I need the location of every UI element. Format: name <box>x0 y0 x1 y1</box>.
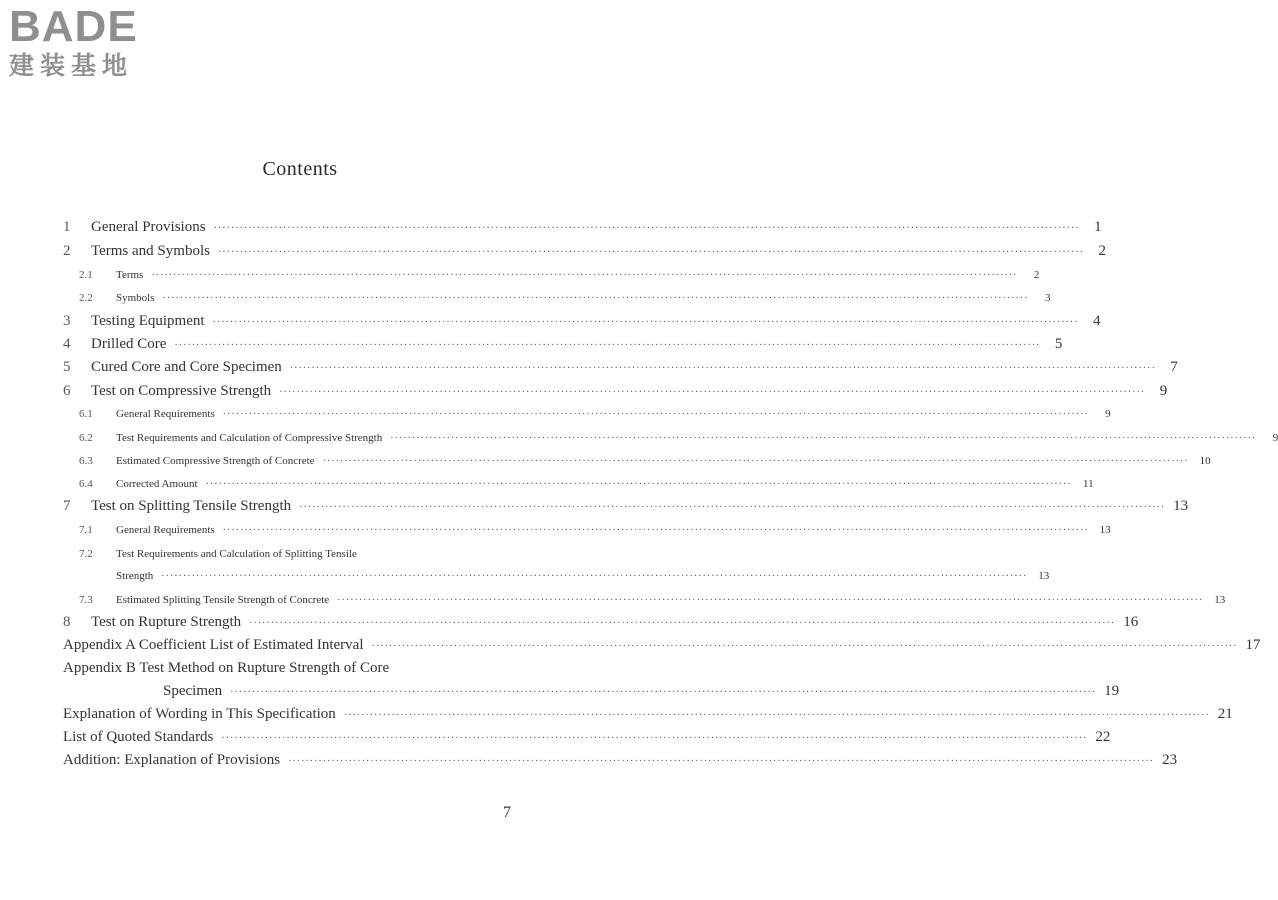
toc-leader-dots: ········································································································································································································ <box>221 733 1088 744</box>
toc-entry-number: 7.2 <box>79 548 93 560</box>
toc-entry[interactable] <box>63 382 1168 402</box>
page-number: 7 <box>503 804 511 821</box>
toc-entry[interactable] <box>63 312 1101 332</box>
toc-leader-dots: ········································································································································································································ <box>279 387 1146 398</box>
toc-leader-dots: ········································································································································································································ <box>205 479 1072 490</box>
toc-entry-page: 19 <box>1104 683 1120 699</box>
toc-leader-dots: ········································································································································································································ <box>217 247 1084 258</box>
toc-entry-page: 7 <box>1170 359 1178 375</box>
toc-entry[interactable] <box>63 335 1063 355</box>
toc-entry-title: Terms <box>116 269 144 281</box>
toc-entry-page: 17 <box>1245 637 1261 653</box>
toc-entry-page: 9 <box>1159 383 1168 399</box>
toc-leader-dots: ········································································································································································································ <box>390 433 1257 444</box>
toc-entry[interactable] <box>63 591 1226 610</box>
page-title: Contents <box>262 158 338 180</box>
toc-entry[interactable] <box>63 497 1189 517</box>
toc-entry[interactable] <box>63 728 1111 748</box>
toc-leader-dots: ········································································································································································································ <box>230 687 1097 698</box>
toc-entry[interactable] <box>63 405 1111 424</box>
toc-entry-title: Appendix B Test Method on Rupture Strength of Core <box>63 660 390 676</box>
toc-entry-title: Terms and Symbols <box>91 243 210 259</box>
toc-entry[interactable] <box>63 358 1178 378</box>
toc-entry-page: 13 <box>1214 594 1226 606</box>
toc-leader-dots: ········································································································································································································ <box>212 317 1079 328</box>
toc-entry-title: General Requirements <box>116 524 215 536</box>
toc-leader-dots: ········································································································································································································ <box>222 409 1089 420</box>
toc-entry[interactable] <box>63 289 1051 308</box>
toc-entry-title: Strength <box>116 570 154 582</box>
toc-entry[interactable] <box>163 682 1120 702</box>
toc-leader-dots: ········································································································································································································ <box>322 456 1189 467</box>
toc-entry[interactable] <box>63 218 1102 238</box>
toc-entry-title: Estimated Splitting Tensile Strength of Concrete <box>116 594 330 606</box>
toc-entry-page: 21 <box>1217 706 1233 722</box>
toc-entry-number: 8 <box>63 614 71 630</box>
toc-entry-page: 23 <box>1162 752 1178 768</box>
toc-leader-dots: ········································································································································································································ <box>249 618 1116 629</box>
toc-entry-number: 3 <box>63 313 71 329</box>
toc-entry-title: Test Requirements and Calculation of Compressive Strength <box>116 432 383 444</box>
toc-entry[interactable] <box>63 475 1094 494</box>
toc-entry-number: 6.1 <box>79 408 93 420</box>
toc-entry-title: Test on Splitting Tensile Strength <box>91 498 292 514</box>
toc-entry-title: Cured Core and Core Specimen <box>91 359 282 375</box>
toc-entry-number: 5 <box>63 359 71 375</box>
toc-entry[interactable] <box>63 242 1106 262</box>
toc-entry-page: 22 <box>1095 729 1111 745</box>
toc-entry-page: 9 <box>1105 408 1111 420</box>
toc-entry[interactable] <box>63 659 531 677</box>
toc-leader-dots: ········································································································································································································ <box>222 525 1089 536</box>
toc-entry[interactable] <box>63 545 531 563</box>
toc-leader-dots: ········································································································································································································ <box>151 270 1018 281</box>
logo-wordmark: BADE <box>9 2 138 51</box>
toc-entry-number: 2 <box>63 243 71 259</box>
toc-entry-page: 2 <box>1098 243 1106 259</box>
toc-entry-page: 16 <box>1123 614 1139 630</box>
toc-entry-title: Testing Equipment <box>91 313 205 329</box>
toc-leader-dots: ········································································································································································································ <box>371 641 1238 652</box>
toc-entry-number: 6 <box>63 383 71 399</box>
toc-entry-title: Test on Compressive Strength <box>91 383 272 399</box>
toc-entry-number: 6.2 <box>79 432 93 444</box>
toc-entry-title: General Requirements <box>116 408 215 420</box>
toc-entry-page: 13 <box>1173 498 1189 514</box>
toc-entry-number: 1 <box>63 219 71 235</box>
toc-entry-page: 11 <box>1083 478 1094 490</box>
toc-entry-number: 7.1 <box>79 524 93 536</box>
toc-entry[interactable] <box>63 429 1278 448</box>
toc-entry-page: 9 <box>1272 432 1278 444</box>
toc-entry-number: 7 <box>63 498 71 514</box>
toc-entry-number: 6.4 <box>79 478 93 490</box>
toc-entry[interactable] <box>63 521 1111 540</box>
toc-leader-dots: ········································································································································································································ <box>343 710 1210 721</box>
toc-entry-page: 3 <box>1045 292 1051 304</box>
toc-leader-dots: ········································································································································································································ <box>288 756 1155 767</box>
toc-leader-dots: ········································································································································································································ <box>299 502 1166 513</box>
toc-leader-dots: ········································································································································································································ <box>174 340 1041 351</box>
toc-entry-page: 10 <box>1199 455 1211 467</box>
toc-entry-number: 2.1 <box>79 269 93 281</box>
toc-entry-number: 7.3 <box>79 594 93 606</box>
toc-entry-title: Test Requirements and Calculation of Splitting Tensile <box>116 548 357 560</box>
toc-entry[interactable] <box>63 613 1139 633</box>
toc-entry-number: 6.3 <box>79 455 93 467</box>
toc-entry-title: Explanation of Wording in This Specification <box>63 706 336 722</box>
toc-entry-page: 1 <box>1094 219 1102 235</box>
toc-entry-title: Estimated Compressive Strength of Concrete <box>116 455 315 467</box>
toc-entry-title: Test on Rupture Strength <box>91 614 242 630</box>
toc-entry[interactable] <box>63 636 1261 656</box>
toc-entry-page: 13 <box>1099 524 1111 536</box>
toc-entry-number: 2.2 <box>79 292 93 304</box>
toc-leader-dots: ········································································································································································································ <box>337 595 1204 606</box>
toc-entry-page: 4 <box>1093 313 1101 329</box>
toc-entry[interactable] <box>63 705 1233 725</box>
toc-entry-title: Corrected Amount <box>116 478 198 490</box>
toc-entry[interactable] <box>116 567 1050 586</box>
toc-entry-title: Symbols <box>116 292 155 304</box>
toc-leader-dots: ········································································································································································································ <box>161 571 1028 582</box>
toc-entry-title: List of Quoted Standards <box>63 729 214 745</box>
toc-leader-dots: ········································································································································································································ <box>162 293 1029 304</box>
toc-entry-title: Addition: Explanation of Provisions <box>63 752 281 768</box>
toc-entry-number: 4 <box>63 336 71 352</box>
toc-entry-title: Drilled Core <box>91 336 167 352</box>
toc-entry-title: Appendix A Coefficient List of Estimated Interval <box>63 637 364 653</box>
toc-entry[interactable] <box>63 751 1178 771</box>
toc-entry-page: 13 <box>1038 570 1050 582</box>
toc-entry-title: General Provisions <box>91 219 206 235</box>
toc-leader-dots: ········································································································································································································ <box>289 363 1156 374</box>
toc-entry-title: Specimen <box>163 683 223 699</box>
toc-leader-dots: ········································································································································································································ <box>213 223 1080 234</box>
toc-entry-page: 2 <box>1033 269 1040 281</box>
toc-entry-page: 5 <box>1054 336 1063 352</box>
toc-entry[interactable] <box>63 266 1040 285</box>
logo-chinese-wordmark: 建装基地 <box>9 51 134 80</box>
toc-entry[interactable] <box>63 452 1211 471</box>
